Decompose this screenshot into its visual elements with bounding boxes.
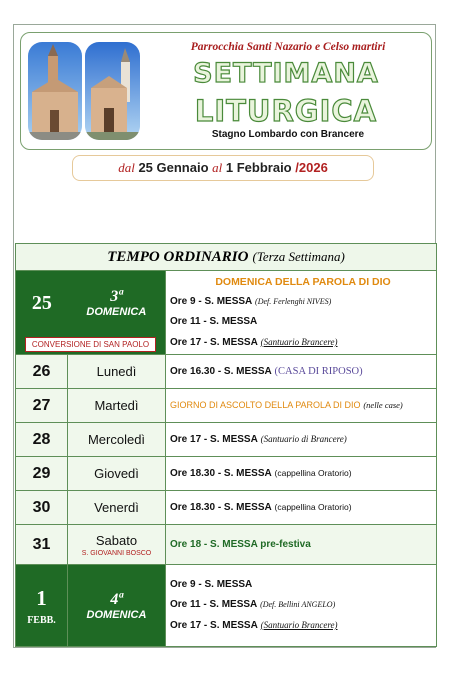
feast-badge: CONVERSIONE DI SAN PAOLO: [25, 337, 156, 352]
mass-line: Ore 11 - S. MESSA (Def. Bellini ANGELO): [170, 599, 336, 610]
date-range: [72, 155, 374, 181]
day-name: Venerdì: [68, 491, 166, 525]
mass-line: Ore 11 - S. MESSA: [170, 316, 258, 327]
sunday-ordinal: 4ª: [110, 590, 123, 608]
parish-name: Parrocchia Santi Nazario e Celso martiri: [190, 41, 386, 53]
date-to-word: al: [212, 160, 223, 175]
day-name: Mercoledì: [68, 423, 166, 457]
date-to: 1 Febbraio: [225, 160, 292, 175]
saint-name: S. GIOVANNI BOSCO: [81, 549, 152, 557]
sunday-label: DOMENICA: [86, 306, 147, 318]
sunday-25-info: [166, 271, 437, 355]
sunday-1-info: [166, 565, 437, 647]
date-from-word: dal: [118, 160, 135, 175]
day-name: Sabato: [95, 532, 138, 548]
day-info: Ore 17 - S. MESSA (Santuario di Brancere): [166, 423, 437, 457]
header-box: [20, 32, 432, 150]
day-info: GIORNO DI ASCOLTO DELLA PAROLA DI DIO (nelle case): [166, 389, 437, 423]
season-subtitle: (Terza Settimana): [252, 249, 345, 264]
season-title: TEMPO ORDINARIO: [107, 249, 249, 265]
day-info: Ore 16.30 - S. MESSA (CASA DI RIPOSO): [166, 355, 437, 389]
day-name-cell: [68, 525, 166, 565]
date-year: /2026: [295, 160, 328, 175]
day-name: Martedì: [68, 389, 166, 423]
table-row: [16, 389, 437, 423]
table-header-row: [16, 244, 437, 271]
table-header: [16, 244, 437, 271]
month-label: FEBB.: [27, 614, 56, 626]
church-photo-right: [85, 42, 140, 140]
title-line-2: LITURGICA: [194, 94, 378, 128]
schedule-table: [15, 243, 437, 647]
sunday-1-number-cell: [16, 565, 68, 647]
day-number: 29: [16, 457, 68, 491]
day-info: Ore 18.30 - S. MESSA (cappellina Oratorio): [166, 491, 437, 525]
title-line-1: SETTIMANA: [193, 58, 379, 89]
day-number: 26: [16, 355, 68, 389]
table-row: [16, 355, 437, 389]
table-row-sunday-1: [16, 565, 437, 647]
day-number: 31: [16, 525, 68, 565]
table-row: [16, 423, 437, 457]
day-number: 30: [16, 491, 68, 525]
date-from: 25 Gennaio: [138, 160, 209, 175]
mass-line: Ore 17 - S. MESSA (Santuario Brancere): [170, 337, 338, 348]
table-row: [16, 491, 437, 525]
sunday-label: DOMENICA: [86, 608, 147, 621]
day-name: Lunedì: [68, 355, 166, 389]
sunday-25-cell: [16, 271, 166, 355]
church-photo-left: [28, 42, 82, 140]
subtitle: Stagno Lombardo con Brancere: [211, 129, 365, 140]
table-row-sunday-25: [16, 271, 437, 355]
day-name: Giovedì: [68, 457, 166, 491]
sunday-title: DOMENICA DELLA PAROLA DI DIO: [215, 276, 391, 288]
mass-line: Ore 17 - S. MESSA (Santuario Brancere): [170, 620, 338, 631]
mass-line: Ore 9 - S. MESSA (Def. Ferlenghi NIVES): [170, 296, 332, 307]
day-info: Ore 18 - S. MESSA pre-festiva: [166, 525, 437, 565]
table-row: [16, 457, 437, 491]
day-number: 27: [16, 389, 68, 423]
day-number: 25: [31, 291, 52, 314]
sunday-1-label-cell: [68, 565, 166, 647]
mass-line: Ore 9 - S. MESSA: [170, 579, 253, 590]
day-number: 1: [36, 585, 47, 610]
day-info: Ore 18.30 - S. MESSA (cappellina Oratorio): [166, 457, 437, 491]
day-number: 28: [16, 423, 68, 457]
sunday-ordinal: 3ª: [110, 288, 123, 305]
table-row: [16, 525, 437, 565]
